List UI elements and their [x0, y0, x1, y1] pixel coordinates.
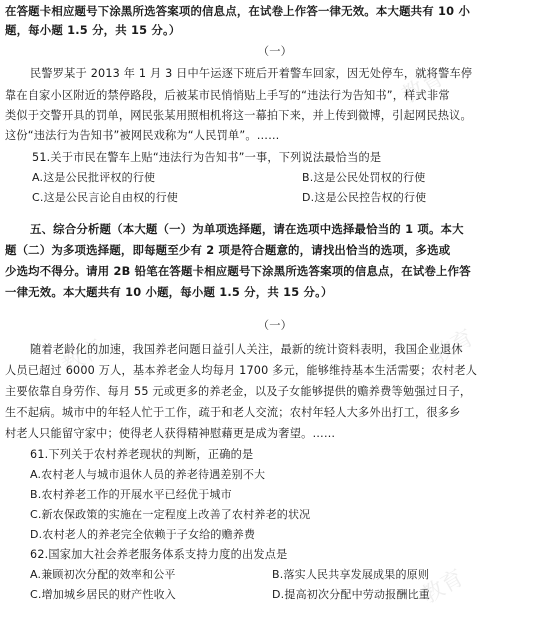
answer-option: C.这是公民言论自由权的行使 [32, 191, 178, 204]
watermark: 教育 [397, 65, 449, 110]
passage-line: 主要依靠自身劳作、每月 55 元或更多的养老金，以及子女能够提供的赡养费等勉强过日子， [5, 385, 472, 398]
answer-option: D.农村老人的养老完全依赖于子女给的赡养费 [30, 528, 256, 541]
question-stem: 61.下列关于农村养老现状的判断，正确的是 [30, 448, 254, 461]
question-stem: 62.国家加大社会养老服务体系支持力度的出发点是 [30, 548, 288, 561]
part-instruction-line: 题（二）为多项选择题，即每题至少有 2 项是符合题意的，请找出恰当的选项，多选或 [5, 243, 451, 257]
answer-option: C.新农保政策的实施在一定程度上改善了农村养老的状况 [30, 508, 311, 521]
part-instruction-line: 少选均不得分。请用 2B 铅笔在答题卡相应题号下涂黑所选答案项的信息点，在试卷上作答 [5, 264, 471, 278]
answer-option: B.农村养老工作的开展水平已经优于城市 [30, 488, 232, 501]
passage-line: 靠在自家小区附近的禁停路段，后被某市民悄悄贴上手写的“违法行为告知书”，样式非常 [5, 89, 450, 102]
answer-option: A.兼顾初次分配的效率和公平 [30, 568, 176, 581]
answer-option: B.落实人民共享发展成果的原则 [272, 568, 430, 581]
answer-option: A.这是公民批评权的行使 [32, 171, 156, 184]
question-stem: 51.关于市民在警车上贴“违法行为告知书”一事，下列说法最恰当的是 [32, 151, 382, 164]
passage-line: 民警罗某于 2013 年 1 月 3 日中午运逐下班后开着警车回家，因无处停车，就将警车停 [30, 67, 473, 80]
passage-line: 人员已超过 6000 万人，基本养老金人均每月 1700 多元，能够维持基本生活需要；农村老人 [5, 364, 478, 377]
watermark: 教育 [427, 325, 479, 370]
answer-option: C.增加城乡居民的财产性收入 [30, 588, 176, 601]
watermark: 教育 [57, 335, 109, 380]
answer-option: A.农村老人与城市退休人员的养老待遇差别不大 [30, 468, 266, 481]
part-instruction-line: 五、综合分析题（本大题（一）为单项选择题，请在选项中选择最恰当的 1 项。本大 [30, 222, 464, 236]
passage-line: 生不起病。城市中的年轻人忙于工作，疏于和老人交流；农村年轻人大多外出打工，很多乡 [5, 406, 461, 419]
watermark: 教育 [417, 565, 469, 610]
answer-option: D.提高初次分配中劳动报酬比重 [272, 588, 430, 601]
passage-line: 随着老龄化的加速，我国养老问题日益引人关注，最新的统计资料表明，我国企业退休 [30, 343, 463, 356]
answer-option: B.这是公民处罚权的行使 [302, 171, 426, 184]
answer-option: D.这是公民控告权的行使 [302, 191, 427, 204]
section-label: （一） [257, 319, 293, 332]
passage-line: 这份“违法行为告知书”被网民戏称为“人民罚单”。…… [5, 129, 280, 142]
header-instruction-line: 题，每小题 1.5 分，共 15 分。） [5, 23, 181, 37]
header-instruction-line: 在答题卡相应题号下涂黑所选答案项的信息点，在试卷上作答一律无效。本大题共有 10 小 [5, 4, 471, 18]
passage-line: 村老人只能留守家中；使得老人获得精神慰藉更是成为奢望。…… [5, 427, 336, 440]
section-label: （一） [257, 45, 293, 58]
passage-line: 类似于交警开具的罚单，网民张某用照相机将这一幕拍下来，并上传到微博，引起网民热议。 [5, 109, 472, 122]
part-instruction-line: 一律无效。本大题共有 10 小题，每小题 1.5 分，共 15 分。） [5, 285, 333, 299]
